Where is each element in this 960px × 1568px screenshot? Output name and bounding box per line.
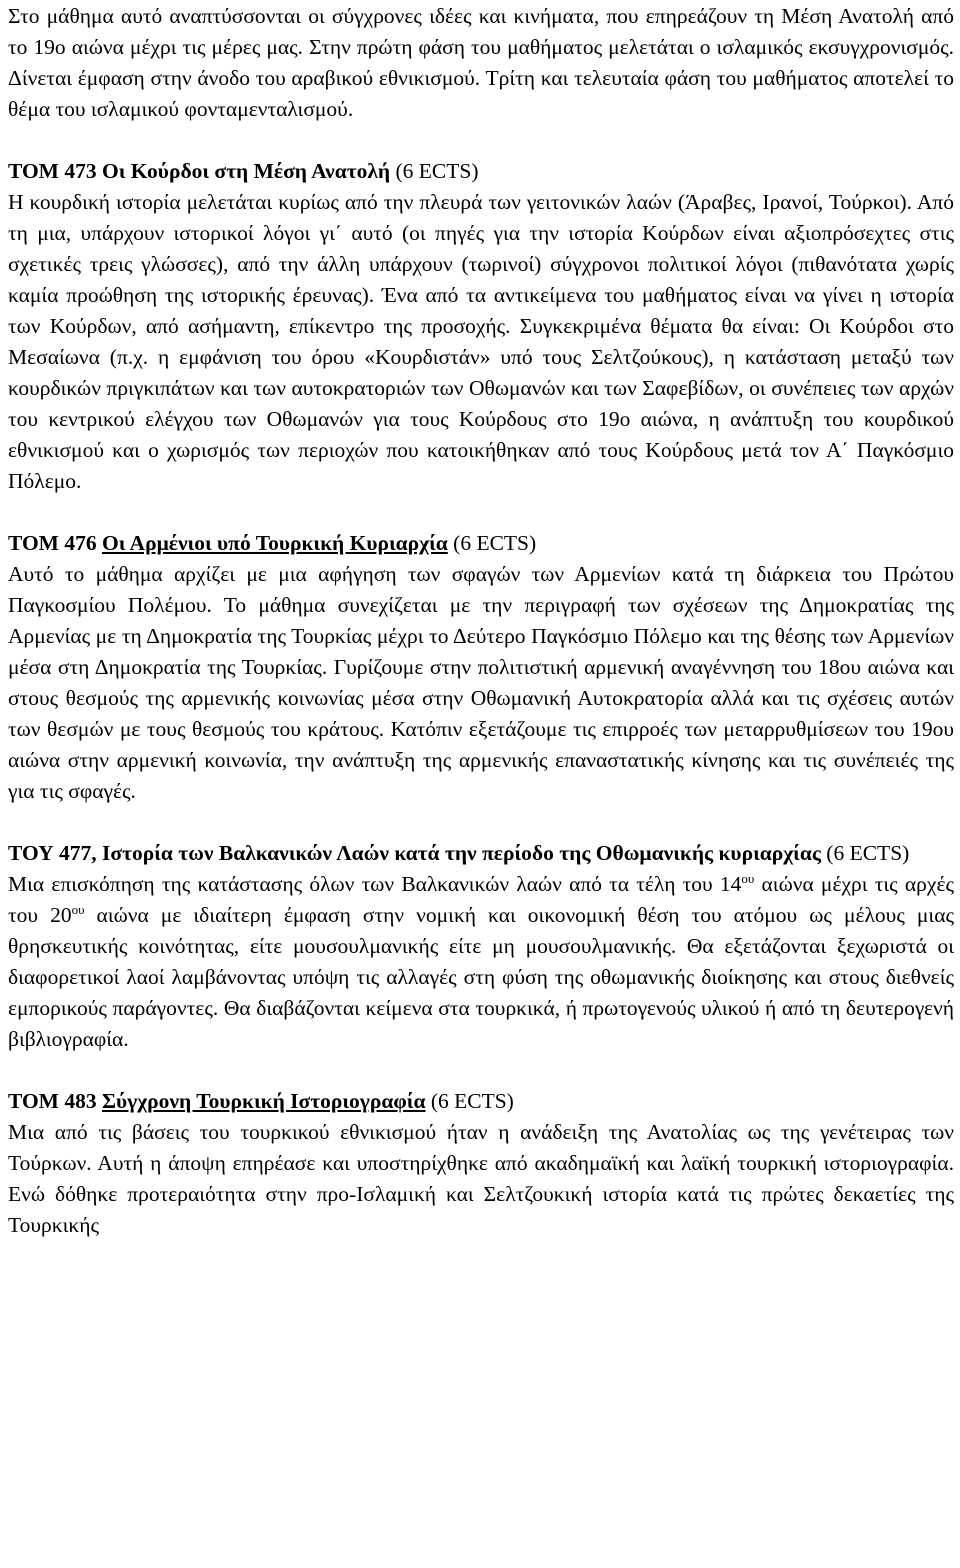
course-code: ΤΟΜ 476 xyxy=(8,531,97,555)
course-title: Ιστορία των Βαλκανικών Λαών κατά την περίοδο της Οθωμανικής κυριαρχίας xyxy=(102,841,821,865)
course-ects: (6 ECTS) xyxy=(430,1089,514,1113)
description-part: αιώνα με ιδιαίτερη έμφαση στην νομική και οικονομική θέση του ατόμου ως μέλους μιας θρησκευτικής κοινότητας, είτε μουσουλμανικής είτε μη μουσουλμανικής. Θα εξετάζονται ξεχωριστά οι διαφορετικοί λαοί λαμβάνοντας υπόψη τις αλλαγές στη φύση της οθωμανικής διοίκησης και στους διεθνείς εμπορικούς παράγοντες. Θα διαβάζονται κείμενα στα τουρκικά, ή πρωτογενούς υλικού ή από τη δευτερογενή βιβλιογραφία. xyxy=(8,903,954,1051)
course-tom-483 xyxy=(8,1086,954,1241)
course-heading xyxy=(8,1086,954,1117)
course-heading xyxy=(8,838,954,869)
course-tou-477 xyxy=(8,838,954,1055)
description-part: αιώνα μέχρι τις αρχές του 20 xyxy=(8,872,954,927)
ordinal-suffix: ου xyxy=(741,870,755,886)
course-title: Σύγχρονη Τουρκική Ιστοριογραφία xyxy=(101,1089,426,1113)
document-page xyxy=(8,0,954,1241)
ordinal-suffix: ου xyxy=(71,901,85,917)
course-description: Η κουρδική ιστορία μελετάται κυρίως από την πλευρά των γειτονικών λαών (Άραβες, Ιρανοί, Τούρκοι). Από τη μια, υπάρχουν ιστορικοί λόγοι γι΄ αυτό (οι πηγές για την ιστορία Κούρδων είναι αξιοπρόσεχτες στις σχετικές τρεις γλώσσες), από την άλλη υπάρχουν (τωρινοί) σύγχρονοι πολιτικοί λόγοι (πιθανότατα χωρίς καμία προώθηση της ιστορικής έρευνας). Ένα από τα αντικείμενα του μαθήματος είναι να γίνει η ιστορία των Κούρδων, από ασήμαντη, επίκεντρο της προσοχής. Συγκεκριμένα θέματα θα είναι: Οι Κούρδοι στο Μεσαίωνα (π.χ. η εμφάνιση του όρου «Κουρδιστάν» υπό τους Σελτζούκους), η κατάσταση μεταξύ των κουρδικών πριγκιπάτων και των αυτοκρατοριών των Οθωμανών και των Σαφεβίδων, οι συνέπειες των αρχών του κεντρικού ελέγχου των Οθωμανών για τους Κούρδους στο 19ο αιώνα, η ανάπτυξη του κουρδικού εθνικισμού και ο χωρισμός των περιοχών που κατοικήθηκαν από τους Κούρδους μετά τον Α΄ Παγκόσμιο Πόλεμο. xyxy=(8,190,954,493)
course-title: Οι Αρμένιοι υπό Τουρκική Κυριαρχία xyxy=(101,531,448,555)
course-heading xyxy=(8,156,954,187)
course-tom-476 xyxy=(8,528,954,807)
course-code: ΤΟΜ 483 xyxy=(8,1089,97,1113)
course-description: Αυτό το μάθημα αρχίζει με μια αφήγηση των σφαγών των Αρμενίων κατά τη διάρκεια του Πρώτου Παγκοσμίου Πολέμου. Το μάθημα συνεχίζεται με την περιγραφή των σχέσεων της Δημοκρατίας της Αρμενίας με τη Δημοκρατία της Τουρκίας μέχρι το Δεύτερο Παγκόσμιο Πόλεμο και της θέσης των Αρμενίων μέσα στη Δημοκρατία της Τουρκίας. Γυρίζουμε στην πολιτιστική αρμενική αναγέννηση του 18ου αιώνα και στους θεσμούς της αρμενικής κοινωνίας μέσα στην Οθωμανική Αυτοκρατορία αλλά και τις σχέσεις αυτών των θεσμών με τους θεσμούς του κράτους. Κατόπιν εξετάζουμε τις επιρροές των μεταρρυθμίσεων του 19ου αιώνα στην αρμενική κοινωνία, την ανάπτυξη της αρμενικής επαναστατικής κίνησης και τις συνέπειές της για τις σφαγές. xyxy=(8,562,954,803)
course-tom-473 xyxy=(8,156,954,497)
course-description xyxy=(8,869,954,1055)
course-code: ΤΟΜ 473 xyxy=(8,159,97,183)
course-code: ΤΟΥ 477, xyxy=(8,841,97,865)
course-description: Μια από τις βάσεις του τουρκικού εθνικισμού ήταν η ανάδειξη της Ανατολίας ως της γενέτειρας των Τούρκων. Αυτή η άποψη επηρέασε και υποστηρίχθηκε από ακαδημαϊκή και λαϊκή τουρκική ιστοριογραφία. Ενώ δόθηκε προτεραιότητα στην προ-Ισλαμική και Σελτζουκική ιστορία κατά τις πρώτες δεκαετίες της Τουρκικής xyxy=(8,1120,954,1237)
course-title: Οι Κούρδοι στη Μέση Ανατολή xyxy=(101,159,391,183)
intro-paragraph: Στο μάθημα αυτό αναπτύσσονται οι σύγχρονες ιδέες και κινήματα, που επηρεάζουν τη Μέση Ανατολή από το 19ο αιώνα μέχρι τις μέρες μας. Στην πρώτη φάση του μαθήματος μελετάται ο ισλαμικός εκσυγχρονισμός. Δίνεται έμφαση στην άνοδο του αραβικού εθνικισμού. Τρίτη και τελευταία φάση του μαθήματος αποτελεί το θέμα του ισλαμικού φονταμενταλισμού. xyxy=(8,4,954,121)
course-ects: (6 ECTS) xyxy=(395,159,479,183)
course-ects: (6 ECTS) xyxy=(826,841,910,865)
description-part: Μια επισκόπηση της κατάστασης όλων των Βαλκανικών λαών από τα τέλη του 14 xyxy=(8,872,742,896)
course-heading xyxy=(8,528,954,559)
course-ects: (6 ECTS) xyxy=(453,531,537,555)
